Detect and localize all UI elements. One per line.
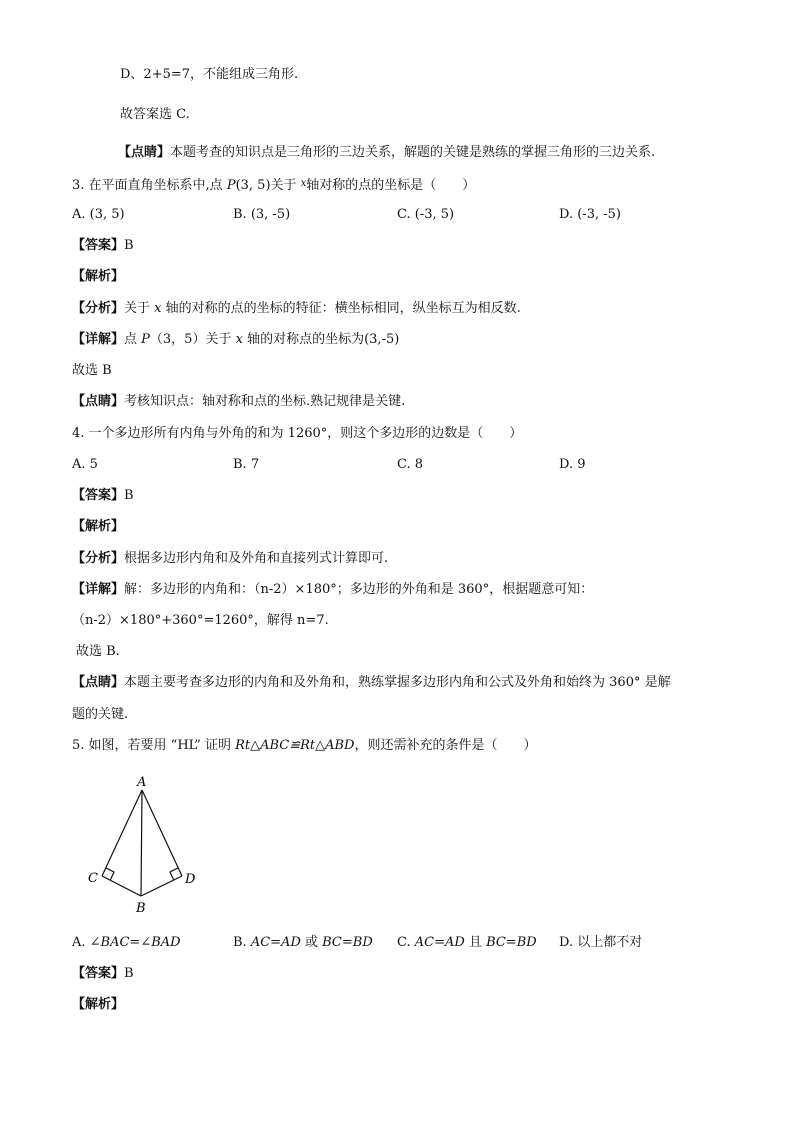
q3-guxuan: 故选 B [72, 363, 112, 378]
q4-option-b: B. 7 [233, 457, 260, 472]
dianjing-tag: 【点睛】 [118, 145, 171, 160]
q4-option-a: A. 5 [72, 457, 98, 472]
q4-dianjing-cont: 题的关键. [72, 707, 129, 722]
q3-jiexi: 【解析】 [72, 269, 125, 284]
q3-option-a: A. (3, 5) [72, 207, 125, 222]
vertex-d-label: D [185, 872, 196, 887]
vertex-b-label: B [136, 901, 146, 916]
q4-xiangjie: 【详解】解：多边形的内角和：（n-2）×180°；多边形的外角和是 360°，根据题意可知： [72, 582, 594, 597]
q4-stem: 4. 一个多边形所有内角与外角的和为 1260°，则这个多边形的边数是（ ） [72, 426, 523, 441]
q4-guxuan: 故选 B. [76, 644, 120, 659]
prev-conclusion: 故答案选 C. [120, 107, 190, 122]
q5-answer: 【答案】B [72, 966, 134, 981]
q3-fenxi: 【分析】关于 x 轴的对称的点的坐标的特征：横坐标相同，纵坐标互为相反数. [72, 301, 521, 316]
q3-dianjing: 【点睛】考核知识点：轴对称和点的坐标.熟记规律是关键. [72, 394, 406, 409]
q3-option-c: C. (-3, 5) [397, 207, 455, 222]
q5-stem: 5. 如图，若要用 “HL” 证明 Rt△ABC≌Rt△ABD，则还需补充的条件是（ ） [72, 738, 537, 753]
q5-option-c: C. AC=AD 且 BC=BD [397, 935, 537, 950]
q3-stem: 3. 在平面直角坐标系中,点 P(3, 5)关于 $^x$轴对称的点的坐标是（ ） [72, 178, 476, 193]
prev-dianjing [118, 144, 655, 162]
q5-option-a: A. ∠BAC=∠BAD [72, 935, 181, 950]
q3-answer: 【答案】B [72, 238, 134, 253]
q5-option-b: B. AC=AD 或 BC=BD [233, 935, 373, 950]
q4-equation: （n-2）×180°+360°=1260°，解得 n=7. [72, 613, 329, 628]
q4-fenxi: 【分析】根据多边形内角和及外角和直接列式计算即可. [72, 551, 389, 566]
q5-jiexi: 【解析】 [72, 997, 125, 1012]
vertex-c-label: C [88, 871, 98, 886]
q4-option-d: D. 9 [559, 457, 586, 472]
dianjing-text: 本题考查的知识点是三角形的三边关系，解题的关键是熟练的掌握三角形的三边关系. [170, 145, 656, 160]
prev-option-d: D、2+5=7，不能组成三角形. [120, 67, 299, 82]
q3-option-b: B. (3, -5) [233, 207, 291, 222]
vertex-a-label: A [137, 775, 147, 790]
q5-option-d: D. 以上都不对 [559, 935, 643, 950]
q3-xiangjie: 【详解】点 P（3，5）关于 x 轴的对称点的坐标为(3,-5) [72, 332, 400, 347]
q3-option-d: D. (-3, -5) [559, 207, 621, 222]
triangle-figure [80, 770, 210, 920]
q4-dianjing: 【点睛】本题主要考查多边形的内角和及外角和，熟练掌握多边形内角和公式及外角和始终为 360° 是解 [72, 675, 671, 690]
q4-answer: 【答案】B [72, 488, 134, 503]
q4-jiexi: 【解析】 [72, 519, 125, 534]
q4-option-c: C. 8 [397, 457, 424, 472]
